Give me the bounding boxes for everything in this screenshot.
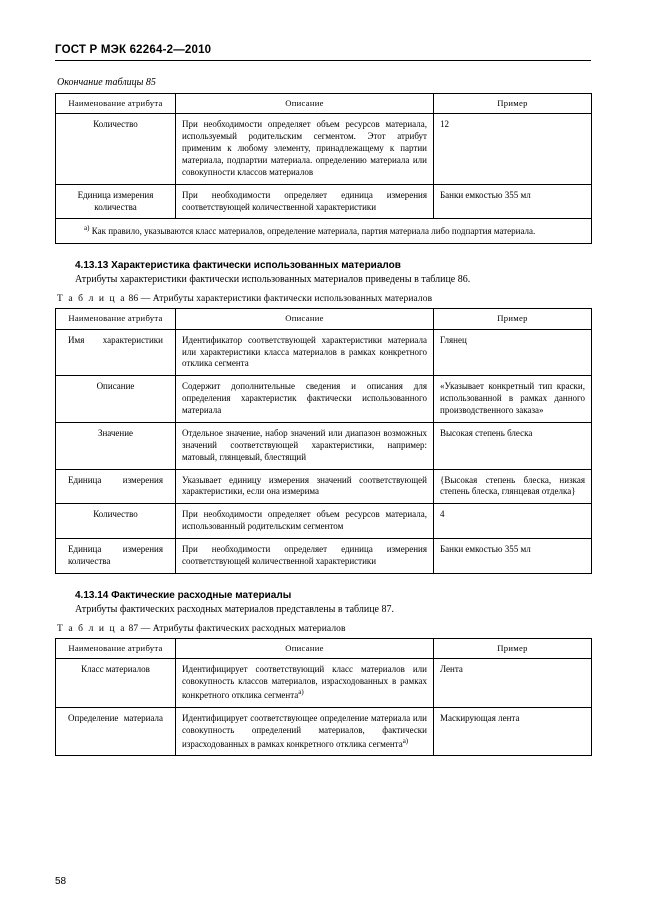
cell-description [176,659,434,708]
column-header-example: Пример [434,309,592,329]
cell-description [176,707,434,756]
cell-example: 12 [434,114,592,184]
table-85-end-caption: Окончание таблицы 85 [57,77,156,88]
cell-example: {Высокая степень блеска, низкая степень блеска, глянцевая отделка} [434,469,592,504]
cell-attribute [56,539,176,574]
table-caption-rest: 86 — Атрибуты характеристики фактически использованных материалов [128,294,433,305]
note-marker: а) [84,224,90,233]
column-header-description: Описание [176,309,434,329]
cell-example: «Указывает конкретный тип краски, использованной в рамках данного производственного заказа» [434,376,592,423]
cell-attribute: Описание [56,376,176,423]
cell-description: Указывает единицу измерения значений соответствующей характеристики, если она измерима [176,469,434,504]
cell-description: Содержит дополнительные сведения и описания для определения характеристик фактически использованного материала [176,376,434,423]
section-heading-4-13-13: 4.13.13 Характеристика фактически использованных материалов [75,260,401,272]
cell-example: Маскирующая лента [434,707,592,756]
table-header-row [56,309,592,329]
cell-description: При необходимости определяет объем ресурсов материала, используемый родительским сегментом. Этот атрибут применим к любому элементу, принадлежащему к партии материала, подпартии материала. определению материала или совокупности классов материалов [176,114,434,184]
table-header-row [56,94,592,114]
header-divider [55,60,591,61]
page-header-title: ГОСТ Р МЭК 62264-2—2010 [55,44,212,56]
cell-description: При необходимости определяет единица измерения соответствующей количественной характеристики [176,539,434,574]
cell-example: Высокая степень блеска [434,422,592,469]
cell-attribute: Значение [56,422,176,469]
cell-description: Идентификатор соответствующей характеристики материала или характеристики класса материалов в рамках конкретного отклика сегмента [176,329,434,376]
cell-example: 4 [434,504,592,539]
table-row [56,659,592,708]
table-86-caption [57,294,591,304]
cell-attribute-text: Единица измерения [68,474,163,485]
table-caption-prefix: Т а б л и ц а [57,294,127,305]
column-header-attribute: Наименование атрибута [56,638,176,658]
table-caption-rest: 87 — Атрибуты фактических расходных материалов [128,623,346,634]
cell-description-text: Идентифицирует соответствующее определение материала или совокупность определений материалов, фактически израсходованных в рамках конкретного отклика сегмента [182,712,427,749]
cell-description-text: Идентифицирует соответствующий класс материалов или совокупность классов материалов, израсходованных в рамках конкретного отклика сегмента [182,664,427,700]
column-header-attribute: Наименование атрибута [56,94,176,114]
table-row [56,114,592,184]
cell-attribute-text: Имя характеристики [68,334,163,345]
table-row [56,504,592,539]
column-header-description: Описание [176,638,434,658]
table-header-row [56,638,592,658]
column-header-example: Пример [434,638,592,658]
section-intro-4-13-14: Атрибуты фактических расходных материалов представлены в таблице 87. [75,603,394,615]
section-heading-4-13-14: 4.13.14 Фактические расходные материалы [75,589,292,601]
cell-example: Банки емкостью 355 мл [434,539,592,574]
table-row [56,422,592,469]
cell-attribute: Количество [56,504,176,539]
table-note [56,219,592,244]
table-row [56,184,592,219]
table-row [56,329,592,376]
cell-attribute: Количество [56,114,176,184]
column-header-description: Описание [176,94,434,114]
table-87 [55,638,592,757]
cell-attribute [56,469,176,504]
cell-attribute: Класс материалов [56,659,176,708]
cell-attribute [56,707,176,756]
table-row [56,469,592,504]
table-86 [55,308,592,573]
cell-description: При необходимости определяет единица измерения соответствующей количественной характеристики [176,184,434,219]
table-85-end [55,93,592,244]
section-intro-4-13-13: Атрибуты характеристики фактически использованных материалов приведены в таблице 86. [75,274,471,286]
cell-attribute [56,329,176,376]
page-number: 58 [55,876,67,887]
cell-attribute-text: Единица измерения количества [68,544,163,566]
cell-example: Банки емкостью 355 мл [434,184,592,219]
cell-example: Глянец [434,329,592,376]
cell-attribute-text: Определение материала [68,712,163,723]
cell-example: Лента [434,659,592,708]
table-caption-prefix: Т а б л и ц а [57,623,127,634]
column-header-attribute: Наименование атрибута [56,309,176,329]
cell-description: Отдельное значение, набор значений или диапазон возможных значений соответствующей характеристики, например: матовый, глянцевый, блестящий [176,422,434,469]
table-87-caption [57,624,591,634]
column-header-example: Пример [434,94,592,114]
cell-description: При необходимости определяет объем ресурсов материала, использованный родительским сегментом [176,504,434,539]
table-row [56,376,592,423]
note-text: Как правило, указываются класс материалов, определение материала, партия материала либо подпартия материала. [91,226,536,237]
cell-description-marker: а) [298,687,304,696]
cell-attribute: Единица измерения количества [56,184,176,219]
cell-description-marker: а) [402,736,409,745]
table-row [56,539,592,574]
table-note-row [56,219,592,244]
table-row [56,707,592,756]
